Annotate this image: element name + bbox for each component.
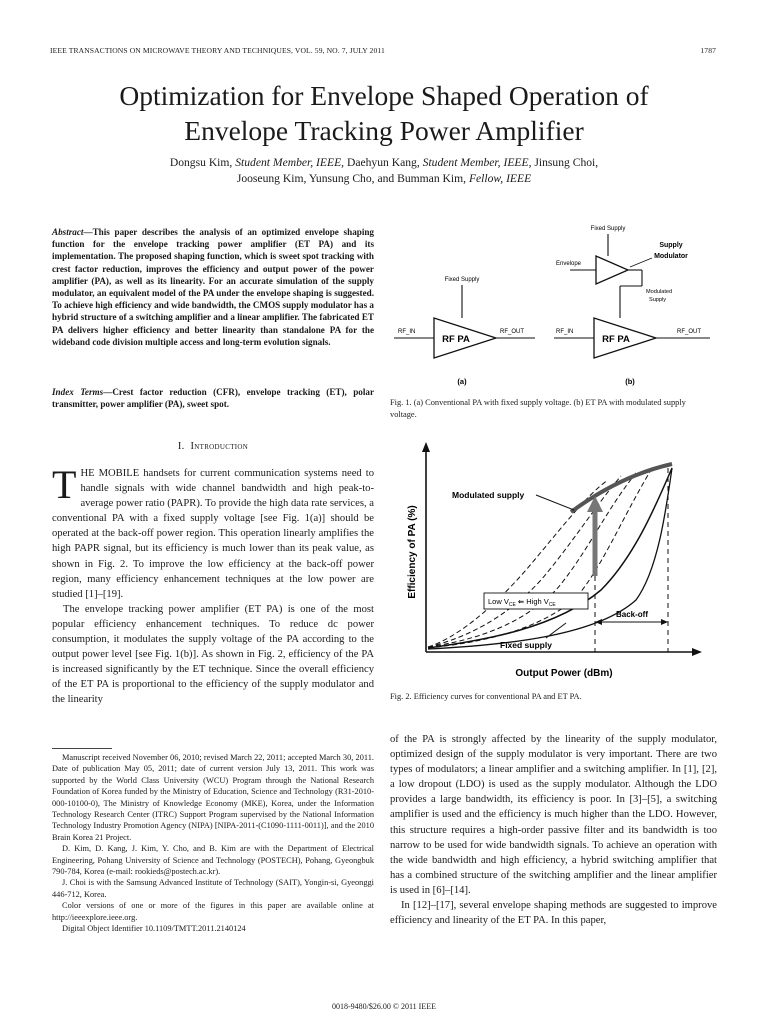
fig2-vce-label: Low $V_{CE}$ ⇐ High $V_{CE}$	[488, 597, 556, 608]
copyright-footer: 0018-9480/$26.00 © 2011 IEEE	[332, 1002, 436, 1011]
fig1a-label: (a)	[457, 377, 467, 386]
fig2-dashed-curve	[428, 476, 621, 647]
fig1a-fixed-supply-label: Fixed Supply	[444, 277, 480, 283]
footnote-affiliation: D. Kim, D. Kang, J. Kim, Y. Cho, and B. Kim are with the Department of Electrical Engineering, Pohang University of Science and Technology (POSTECH), Pohang, Gyeongbuk 790-784, Korea (e-mail: rookieds@postech.ac.kr).	[52, 844, 374, 877]
footnote-doi: Digital Object Identifier 10.1109/TMTT.2011.2140124	[62, 924, 246, 934]
author-role: Student Member, IEEE,	[422, 156, 532, 169]
author-name: Yunsung Cho,	[308, 171, 375, 185]
fig1b-modulated-label-2: Supply	[649, 297, 667, 303]
fig1b-block-label: RF PA	[602, 334, 630, 345]
fig1b-modulator-triangle	[596, 256, 628, 284]
fig1a-rf-out-label: RF_OUT	[500, 329, 524, 335]
figure-1-diagram	[390, 220, 720, 395]
fig2-x-arrow	[692, 648, 702, 656]
fig1a-rf-in-label: RF_IN	[398, 329, 416, 335]
fig1a-conventional-pa	[394, 277, 535, 386]
title-line-2: Envelope Tracking Power Amplifier	[184, 115, 584, 146]
fig1b-rf-in-label: RF_IN	[556, 329, 574, 335]
fig1b-rf-out-label: RF_OUT	[677, 329, 701, 335]
fig2-fixed-pointer	[546, 623, 566, 638]
author-line-1	[60, 155, 708, 171]
fig2-modulated-pointer	[536, 495, 574, 510]
fig2-modulated-label: Modulated supply	[452, 490, 525, 500]
figure-2-caption: Fig. 2. Efficiency curves for conventional PA and ET PA.	[390, 692, 582, 701]
fig2-ylabel: Efficiency of PA (%)	[407, 505, 418, 599]
fig2-y-arrow	[422, 442, 430, 452]
author-role: Student Member, IEEE,	[235, 156, 345, 169]
intro-paragraph-2: The envelope tracking power amplifier (ET PA) is one of the most popular efficiency enhancement techniques. To reduce dc power consumption, it modulates the supply voltage of the PA according to the output power level [see Fig. 1(b)]. As shown in Fig. 2, efficiency of the PA is increased significantly by the ET technique. Since the overall efficiency of the ET PA is proportional to the efficiency of the supply modulator and the linearity	[52, 603, 374, 706]
abstract	[52, 226, 374, 348]
index-terms	[52, 386, 374, 410]
author-name: Daehyun Kang,	[346, 156, 420, 169]
fig2-modulated-supply-curve	[571, 464, 672, 512]
author-line-2	[60, 171, 708, 187]
paragraph-text: HE MOBILE handsets for current communication systems need to handle signals with wide channel bandwidth and high peak-to-average power ratio (PAPR). To provide the high data rate services, a conventional PA with a fixed supply voltage [see Fig. 1(a)] should be operated at the back-off power region. This operation linearly amplifies the high PAPR signal, but its efficiency is much lower than its peak value, as shown in Fig. 2. To improve the low efficiency at the back-off power region, many efficiency enhancement techniques at the low power are studied [1]–[19].	[52, 468, 374, 600]
drop-cap: T	[52, 462, 77, 507]
author-list	[60, 155, 708, 186]
fig1b-supply-modulator-label: Supply	[659, 242, 683, 249]
title-line-1: Optimization for Envelope Shaped Operation of	[119, 80, 649, 111]
fig1b-modulated-label: Modulated	[646, 289, 673, 295]
intro-paragraph-1	[52, 462, 374, 602]
section-heading	[52, 441, 374, 452]
footnote	[52, 752, 374, 935]
right-paragraph-1: of the PA is strongly affected by the linearity of the supply modulator, optimized design of the supply modulator is very important. There are two types of modulators; a linear amplifier and a switching amplifier. In [1], [2], a low dropout (LDO) is used as the supply modulator. Although the LDO provides a large bandwidth, its efficiency is poor. In [3]–[5], a switching amplifier is used and the efficiency is much higher than the LDO. However, this structure requires a high-order passive filter and its bandwidth is too narrow to be used for wide bandwidth signals. To achieve an operation with the wide bandwidth and high efficiency, a hybrid switching amplifier that has a combined structure of the switching amplifier and the linear amplifier is used in [6]–[14].	[390, 734, 717, 896]
author-name: Dongsu Kim,	[169, 156, 233, 169]
fig1b-et-pa	[554, 226, 710, 386]
footnote-affiliation-2: J. Choi is with the Samsung Advanced Institute of Technology (SAIT), Yongin-si, Gyeonggi 446-712, Korea.	[52, 878, 374, 899]
running-header: IEEE TRANSACTIONS ON MICROWAVE THEORY AND TECHNIQUES, VOL. 59, NO. 7, JULY 2011	[50, 46, 385, 55]
right-column-text	[390, 732, 717, 928]
fig1b-label: (b)	[625, 377, 635, 386]
fig2-backoff-label: Back-off	[615, 610, 649, 619]
right-paragraph-2: In [12]–[17], several envelope shaping methods are suggested to improve efficiency and linearity of the ET PA. In this paper,	[390, 900, 717, 927]
footnote-manuscript: Manuscript received November 06, 2010; revised March 22, 2011; accepted March 30, 2011. Date of publication May 05, 2011; date of current version July 13, 2011. This work was supported by the World Class University (WCU) Program through the National Research Foundation of Korea funded by the Ministry of Education, Science and Technology (R31-2010-000-10100-0), The Ministry of Knowledge Economy (MKE), Korea, under the Information Technology Research Center (ITRC) Support Program supervised by the National Information Technology Industry Promotion Agency (NIPA) [NIPA-2011-(C1090-1111-0011)], and the 2010 Brain Korea 21 Project.	[52, 753, 374, 842]
abstract-text: —This paper describes the analysis of an optimized envelope shaping function for the envelope tracking power amplifier (ET PA) and its implementation. The proposed shaping function, which is sweet spot tracking with crest factor reduction, improves the efficiency and output power of the power amplifier (PA), as well as its linearity. For an accurate simulation of the supply modulator, an equivalent model of the PA under the envelope shaping is suggested. To achieve high efficiency and wide bandwidth, the CMOS supply modulator has a hybrid structure of a switching amplifier and a linear amplifier. The fabricated ET PA delivers higher efficiency and better linearity than standalone PA for the wideband code division multiple access and long-term evolution signals.	[52, 227, 374, 347]
page-number: 1787	[700, 46, 716, 55]
index-terms-label: Index Terms	[52, 387, 104, 397]
author-role: Fellow, IEEE	[468, 171, 532, 185]
fig1a-block-label: RF PA	[442, 334, 470, 345]
fig1b-supply-modulator-label-2: Modulator	[654, 253, 688, 260]
figure-2-chart	[396, 440, 716, 685]
paper-title	[40, 78, 728, 148]
fig2-fixed-label: Fixed supply	[500, 640, 552, 650]
fig2-xlabel: Output Power (dBm)	[515, 668, 613, 679]
figure-1-caption: Fig. 1. (a) Conventional PA with fixed supply voltage. (b) ET PA with modulated supply voltage.	[390, 398, 686, 419]
section-numeral: I.	[177, 441, 185, 452]
section-title: Introduction	[190, 441, 249, 452]
fig1b-fixed-supply-label: Fixed Supply	[590, 226, 626, 232]
author-name: Jooseung Kim,	[236, 171, 307, 185]
footnote-color-note: Color versions of one or more of the figures in this paper are available online at http://ieeexplore.ieee.org.	[52, 901, 374, 922]
intro-text	[52, 462, 374, 708]
abstract-label: Abstract	[52, 227, 84, 237]
fig1b-envelope-label: Envelope	[556, 261, 582, 267]
index-terms-text: —Crest factor reduction (CFR), envelope tracking (ET), polar transmitter, power amplifier (PA), sweet spot.	[52, 387, 374, 410]
footnote-rule	[52, 748, 112, 749]
author-name: Jinsung Choi,	[534, 156, 599, 169]
author-name: and Bumman Kim,	[377, 171, 467, 185]
